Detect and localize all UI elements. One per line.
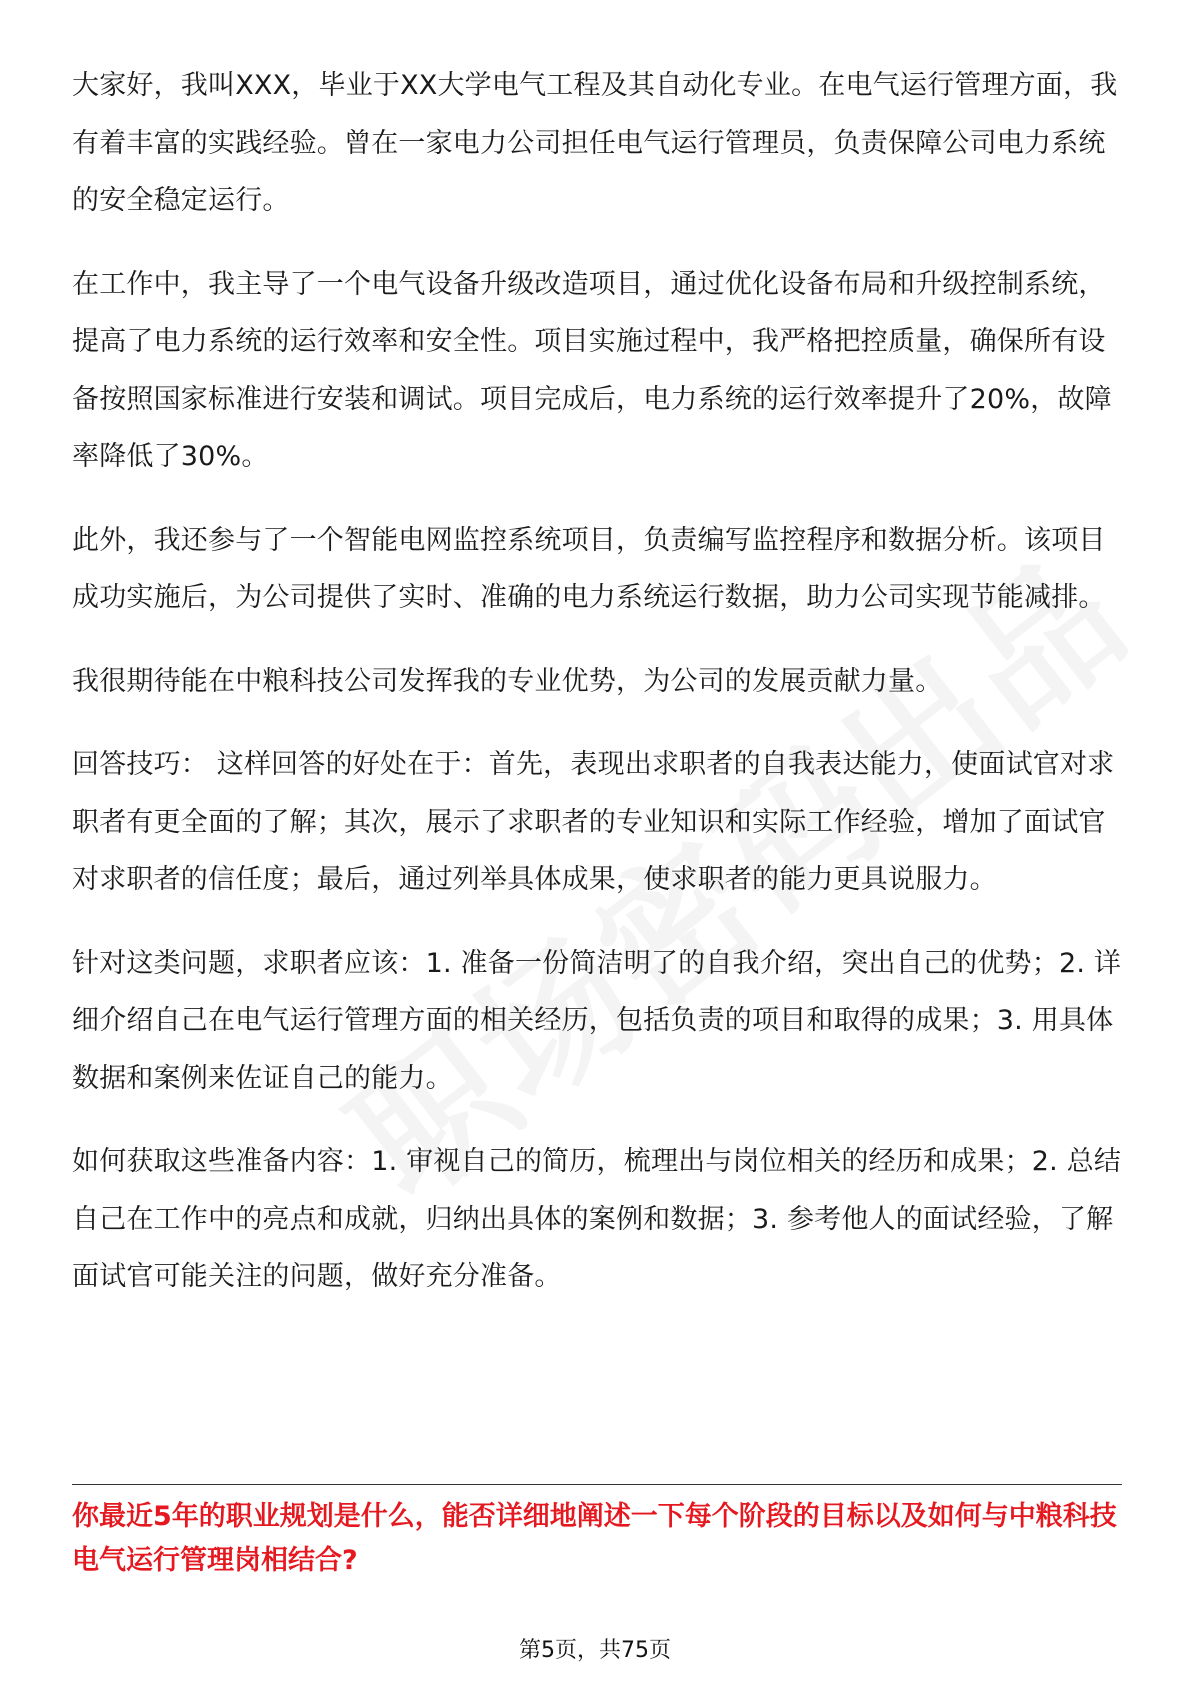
answer-paragraph-3: 此外，我还参与了一个智能电网监控系统项目，负责编写监控程序和数据分析。该项目成功实施后，为公司提供了实时、准确的电力系统运行数据，助力公司实现节能减排。	[72, 524, 1106, 613]
answer-paragraph-4: 我很期待能在中粮科技公司发挥我的专业优势，为公司的发展贡献力量。	[72, 665, 943, 697]
next-question-heading: 你最近5年的职业规划是什么，能否详细地阐述一下每个阶段的目标以及如何与中粮科技电气运行管理岗相结合?	[72, 1501, 1117, 1576]
page-number: 第5页，共75页	[519, 1638, 671, 1663]
preparation-advice-paragraph: 针对这类问题，求职者应该：1. 准备一份简洁明了的自我介绍，突出自己的优势；2. 详细介绍自己在电气运行管理方面的相关经历，包括负责的项目和取得的成果；3. 用具体数据和案例来佐证自己的能力。	[72, 947, 1122, 1094]
document-body	[72, 57, 1132, 1332]
section-divider	[72, 1484, 1122, 1485]
answer-paragraph-1: 大家好，我叫XXX，毕业于XX大学电气工程及其自动化专业。在电气运行管理方面，我有着丰富的实践经验。曾在一家电力公司担任电气运行管理员，负责保障公司电力系统的安全稳定运行。	[72, 70, 1118, 216]
answer-paragraph-2: 在工作中，我主导了一个电气设备升级改造项目，通过优化设备布局和升级控制系统，提高了电力系统的运行效率和安全性。项目实施过程中，我严格把控质量，确保所有设备按照国家标准进行安装和调试。项目完成后，电力系统的运行效率提升了20%，故障率降低了30%。	[72, 268, 1112, 472]
answer-tips-paragraph: 回答技巧： 这样回答的好处在于：首先，表现出求职者的自我表达能力，使面试官对求职者有更全面的了解；其次，展示了求职者的专业知识和实际工作经验，增加了面试官对求职者的信任度；最后，通过列举具体成果，使求职者的能力更具说服力。	[72, 749, 1115, 895]
preparation-source-paragraph: 如何获取这些准备内容：1. 审视自己的简历，梳理出与岗位相关的经历和成果；2. 总结自己在工作中的亮点和成就，归纳出具体的案例和数据；3. 参考他人的面试经验，了解面试官可能关注的问题，做好充分准备。	[72, 1146, 1122, 1292]
